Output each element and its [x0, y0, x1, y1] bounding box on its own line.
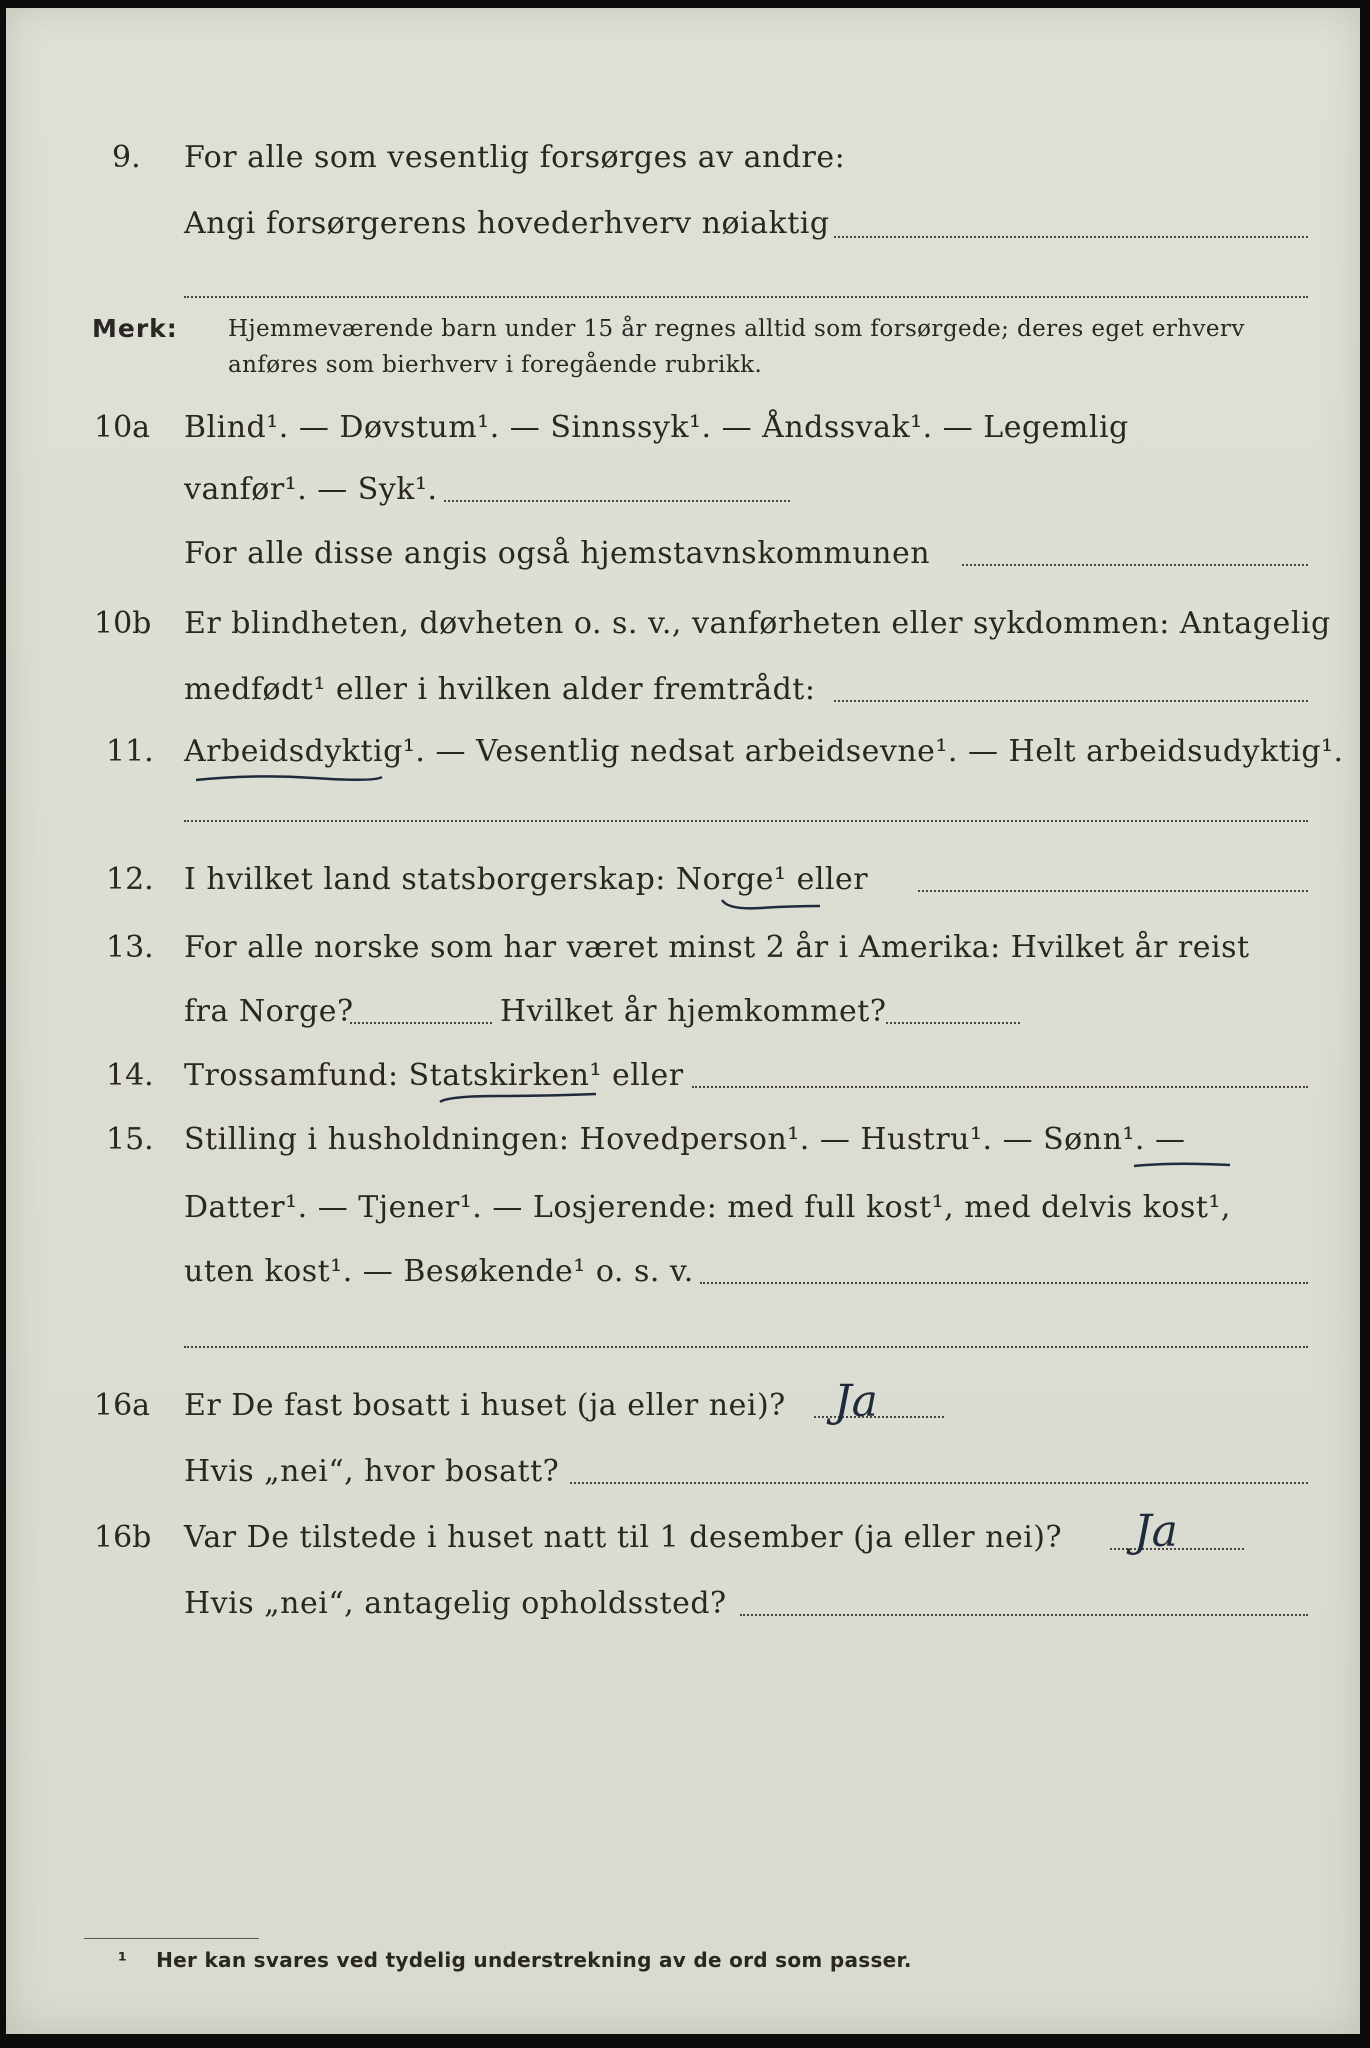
q13-departure-year-field[interactable] — [350, 1022, 492, 1024]
q16a-text-line2: Hvis „nei“, hvor bosatt? — [184, 1454, 560, 1489]
q13-return-year-field[interactable] — [886, 1022, 1020, 1024]
q16b-number: 16b — [94, 1520, 152, 1555]
q13-number: 13. — [106, 930, 154, 965]
q16a-text-line1: Er De fast bosatt i huset (ja eller nei)? — [184, 1388, 786, 1423]
q10a-number: 10a — [94, 410, 151, 445]
q16a-handwritten-answer: Ja — [834, 1376, 878, 1427]
q12-hand-underline-icon — [720, 896, 822, 914]
q16b-whereabouts-field[interactable] — [740, 1614, 1308, 1616]
q15-number: 15. — [106, 1122, 154, 1157]
q11-text-line1: Arbeidsdyktig¹. — Vesentlig nedsat arbeidsevne¹. — Helt arbeidsudyktig¹. — [184, 734, 1344, 769]
q10a-sick-field[interactable] — [444, 500, 790, 502]
merk-text-line2: anføres som bierhverv i foregående rubrikk. — [228, 352, 763, 378]
q15-hand-underline-icon — [1132, 1160, 1232, 1172]
q9-number: 9. — [112, 140, 141, 175]
q16b-handwritten-answer: Ja — [1134, 1506, 1178, 1557]
q10b-number: 10b — [94, 606, 152, 641]
q11-answer-line[interactable] — [184, 820, 1308, 822]
q11-number: 11. — [106, 734, 154, 769]
footnote — [118, 1948, 912, 1972]
q13-text-line2a: fra Norge? — [184, 994, 354, 1029]
footnote-marker: ¹ — [118, 1948, 128, 1972]
q14-text-line1: Trossamfund: Statskirken¹ eller — [184, 1058, 684, 1093]
q10a-text-line1: Blind¹. — Døvstum¹. — Sinnssyk¹. — Åndssvak¹. — Legemlig — [184, 410, 1129, 445]
census-form-page — [6, 8, 1360, 2034]
q12-citizenship-field[interactable] — [918, 890, 1308, 892]
q15-text-line2: Datter¹. — Tjener¹. — Losjerende: med full kost¹, med delvis kost¹, — [184, 1190, 1231, 1225]
q16a-residence-field[interactable] — [570, 1482, 1308, 1484]
q10a-home-municipality-field[interactable] — [962, 564, 1308, 566]
footnote-rule — [84, 1938, 259, 1939]
q10a-text-line2: vanfør¹. — Syk¹. — [184, 472, 438, 507]
merk-text-line1: Hjemmeværende barn under 15 år regnes alltid som forsørgede; deres eget erhverv — [228, 316, 1245, 342]
q9-answer-line-2[interactable] — [184, 296, 1308, 298]
q16b-text-line1: Var De tilstede i huset natt til 1 desember (ja eller nei)? — [184, 1520, 1063, 1555]
q9-text-line2: Angi forsørgerens hovederhverv nøiaktig — [184, 206, 830, 241]
q15-text-line3: uten kost¹. — Besøkende¹ o. s. v. — [184, 1254, 694, 1289]
q13-text-line2b: Hvilket år hjemkommet? — [500, 994, 887, 1029]
q15-answer-line[interactable] — [184, 1346, 1308, 1348]
footnote-text: Her kan svares ved tydelig understrekning av de ord som passer. — [156, 1948, 912, 1972]
q14-hand-underline-icon — [438, 1090, 598, 1106]
q10b-text-line1: Er blindheten, døvheten o. s. v., vanførheten eller sykdommen: Antagelig — [184, 606, 1331, 641]
q15-text-line1: Stilling i husholdningen: Hovedperson¹. — Hustru¹. — Sønn¹. — — [184, 1122, 1186, 1157]
q12-text-line1: I hvilket land statsborgerskap: Norge¹ eller — [184, 862, 869, 897]
q14-religion-field[interactable] — [692, 1086, 1308, 1088]
q15-household-field[interactable] — [700, 1282, 1308, 1284]
q10a-text-line3: For alle disse angis også hjemstavnskommunen — [184, 536, 931, 571]
q16a-number: 16a — [94, 1388, 151, 1423]
q13-text-line1: For alle norske som har været minst 2 år i Amerika: Hvilket år reist — [184, 930, 1250, 965]
q10b-age-field[interactable] — [834, 700, 1308, 702]
q12-number: 12. — [106, 862, 154, 897]
q9-text-line1: For alle som vesentlig forsørges av andre: — [184, 140, 846, 175]
q16b-text-line2: Hvis „nei“, antagelig opholdssted? — [184, 1586, 727, 1621]
q9-answer-field[interactable] — [834, 236, 1308, 238]
q10b-text-line2: medfødt¹ eller i hvilken alder fremtrådt: — [184, 672, 816, 707]
merk-label: Merk: — [92, 314, 178, 343]
q14-number: 14. — [106, 1058, 154, 1093]
q11-hand-underline-icon — [194, 772, 384, 786]
